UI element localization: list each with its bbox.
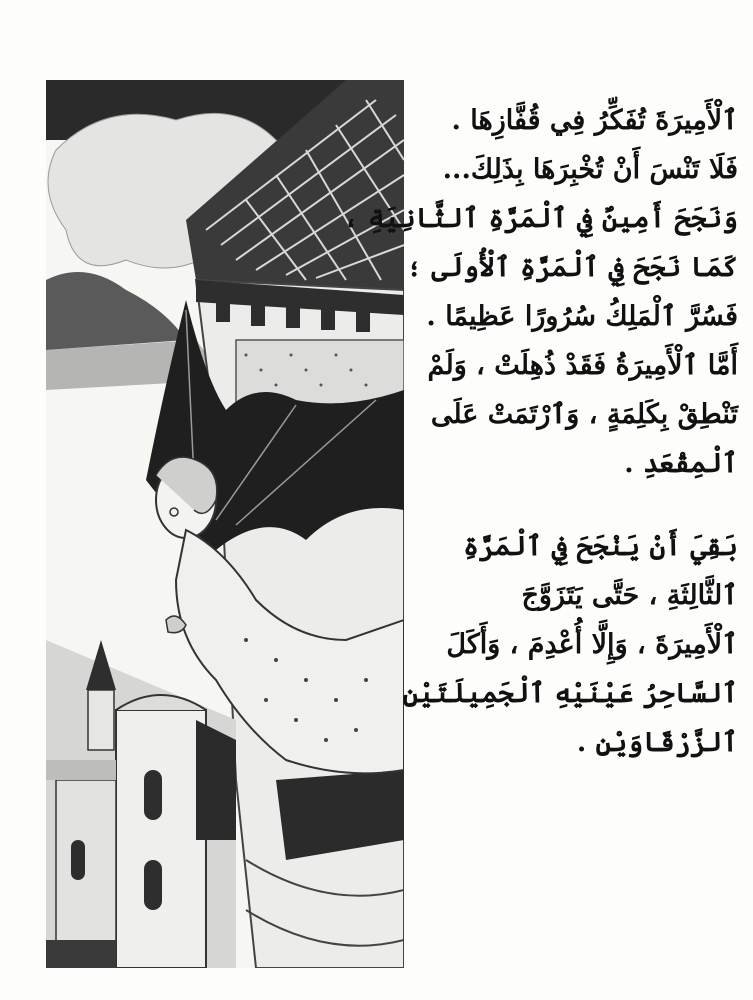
text-line: كَمَا نَجَحَ فِي ٱلْمَرَّةِ ٱلْأُولَى ؛	[406, 252, 738, 283]
story-text	[342, 96, 738, 767]
text-line: أَمَّا ٱلْأَمِيرَةُ فَقَدْ ذُهِلَتْ ، وَلَمْ	[427, 350, 738, 381]
text-line: تَنْطِقْ بِكَلِمَةٍ ، وَٱرْتَمَتْ عَلَى	[430, 399, 738, 430]
text-line: فَلَا تَنْسَ أَنْ تُخْبِرَهَا بِذَلِكَ...	[442, 154, 738, 185]
text-line: ٱلثَّالِثَةِ ، حَتَّى يَتَزَوَّجَ	[521, 580, 738, 611]
text-line: ٱلسَّاحِرُ عَيْنَيْهِ ٱلْجَمِيلَتَيْنِ	[402, 678, 738, 709]
text-line: ٱلْأَمِيرَةَ تُفَكِّرُ فِي قُفَّازِهَا .	[451, 105, 738, 136]
text-line: ٱلزَّرْقَاوَيْنِ .	[576, 727, 738, 758]
paragraph-gap	[408, 488, 738, 522]
text-line: ٱلْمِقْعَدِ .	[624, 448, 738, 479]
text-line: ٱلْأَمِيرَةَ ، وَإِلَّا أُعْدِمَ ، وَأَكَلَ	[446, 629, 738, 660]
text-line: فَسُرَّ ٱلْمَلِكُ سُرُورًا عَظِيمًا .	[426, 301, 738, 332]
text-line: بَقِيَ أَنْ يَنْجَحَ فِي ٱلْمَرَّةِ	[463, 531, 738, 562]
text-line: وَنَجَحَ أَمِينٌ فِي ٱلْمَرَّةِ ٱلثَّانِيَةِ ،	[342, 203, 738, 234]
